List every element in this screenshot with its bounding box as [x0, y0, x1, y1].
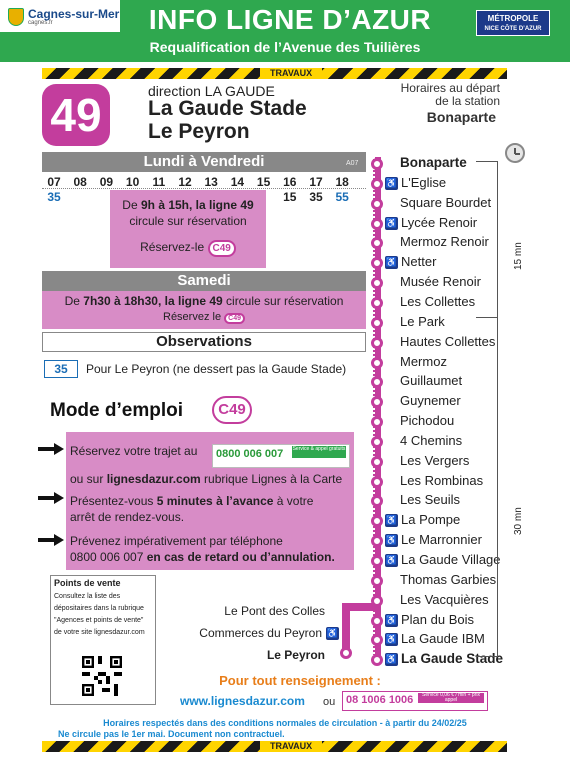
hour-label: 07: [47, 175, 61, 189]
stop-dot: [371, 218, 383, 230]
wheelchair-accessible-icon: ♿: [385, 515, 398, 526]
stop-dot: [371, 615, 383, 627]
stop-name: Pichodou: [400, 413, 455, 429]
city-name: Cagnes-sur-Mer: [28, 7, 120, 21]
stop-name: Le Park: [400, 313, 445, 329]
stop-name: Thomas Garbies: [400, 571, 497, 587]
weekday-c49-pill: C49: [208, 240, 236, 257]
metropole-logo: [476, 10, 550, 36]
stop-name: Les Seuils: [400, 492, 460, 508]
hour-label: 08: [73, 175, 87, 189]
stop-dot: [371, 555, 383, 567]
stop-dot: [371, 178, 383, 190]
points-de-vente-title: Points de vente: [54, 578, 121, 588]
stop-dot: [371, 495, 383, 507]
observations-band: Observations: [42, 332, 366, 352]
info-title: Pour tout renseignement :: [219, 673, 381, 688]
city-crest-icon: [8, 8, 24, 26]
footer-or: ou: [323, 696, 336, 708]
clock-icon: [505, 143, 525, 163]
city-url: cagnes.fr: [28, 20, 53, 26]
departure-label: [380, 82, 500, 108]
stop-dot: [371, 456, 383, 468]
hour-label: 12: [178, 175, 192, 189]
wheelchair-accessible-icon: ♿: [385, 654, 398, 665]
stop-name: Guillaumet: [400, 373, 463, 389]
stop-dot: [371, 237, 383, 249]
hour-label: 15: [256, 175, 271, 189]
bracket-tick: [476, 317, 498, 318]
page-title: INFO LIGNE D’AZUR: [148, 4, 432, 35]
departure-station: Bonaparte: [426, 109, 496, 125]
branch-stop-name: Commerces du Peyron: [199, 626, 322, 640]
mode-step-3: Prévenez impérativement par téléphone: [70, 534, 283, 548]
stop-dot: [371, 595, 383, 607]
stop-name: Netter: [401, 254, 437, 270]
stop-name: La Gaude Village: [401, 552, 501, 567]
arrow-right-icon: [38, 443, 64, 455]
arrow-right-icon: [38, 534, 64, 546]
stop-dot: [371, 575, 383, 587]
hour-label: 17: [309, 175, 323, 189]
stop-dot: [371, 436, 383, 448]
works-label-top: TRAVAUX: [260, 68, 322, 79]
stop-dot: [371, 634, 383, 646]
saturday-band: Samedi: [42, 271, 366, 291]
metropole-line-1: MÉTROPOLE: [487, 14, 539, 23]
stop-dot: [371, 376, 383, 388]
branch-terminus-dot: [340, 647, 352, 659]
wheelchair-accessible-icon: ♿: [385, 634, 398, 645]
pdv-line: "Agences et points de vente": [54, 617, 144, 624]
stop-name: Les Rombinas: [400, 472, 484, 488]
stop-name: Bonaparte: [400, 155, 467, 170]
mode-title: Mode d’emploi: [50, 400, 183, 421]
direction-label: direction LA GAUDE: [148, 83, 275, 99]
wheelchair-accessible-icon: ♿: [326, 628, 339, 638]
stop-name: Les Collettes: [400, 293, 476, 309]
weekday-band: Lundi à Vendredi: [42, 152, 366, 172]
stop-name: La Pompe: [401, 512, 461, 528]
stop-dot: [371, 297, 383, 309]
hour-label: 13: [204, 175, 218, 189]
hour-label: 11: [152, 175, 166, 189]
stop-name: La Gaude IBM: [401, 631, 485, 647]
weekday-reservation-line-3: Réservez-le C49: [110, 240, 266, 257]
stop-dot: [371, 515, 383, 527]
stop-name: Mermoz Renoir: [400, 234, 489, 250]
footer-note-1: Horaires respectés dans des conditions normales de circulation - à partir du 24/02/25: [103, 718, 467, 728]
stop-dot: [371, 396, 383, 408]
departure-minute: 55: [335, 190, 349, 204]
mode-step-3b: 0800 006 007 en cas de retard ou d’annulation.: [70, 550, 335, 564]
stop-dot: [371, 317, 383, 329]
stop-name: Musée Renoir: [400, 274, 481, 290]
reservation-phone-tag: Service & appel gratuits: [292, 446, 346, 458]
destination-1: La Gaude Stade: [148, 97, 307, 120]
destination-2: Le Peyron: [148, 120, 250, 143]
wheelchair-accessible-icon: ♿: [385, 535, 398, 546]
pdv-line: de votre site lignesdazur.com: [54, 629, 145, 636]
hour-label: 18: [335, 175, 349, 189]
stop-name: Lycée Renoir: [401, 214, 478, 230]
hour-label: 16: [283, 175, 297, 189]
saturday-c49-pill: C49: [224, 313, 245, 324]
saturday-line-1: De 7h30 à 18h30, la ligne 49 circule sur réservation: [64, 294, 344, 308]
bracket-tick: [476, 161, 498, 162]
stop-dot: [371, 158, 383, 170]
timetable-divider: [42, 188, 366, 189]
mode-c49-pill: C49: [212, 396, 252, 424]
stop-name: La Gaude Stade: [401, 651, 504, 667]
arrow-right-icon: [38, 492, 64, 504]
observation-text: Pour Le Peyron (ne dessert pas la Gaude Stade): [86, 362, 347, 376]
mode-step-2: Présentez-vous 5 minutes à l’avance à votre: [70, 494, 314, 508]
wheelchair-accessible-icon: ♿: [385, 217, 398, 228]
footer-note-2: Ne circule pas le 1er mai. Document non contractuel.: [58, 729, 285, 739]
stop-dot: [371, 337, 383, 349]
travel-time-15: 15 mn: [513, 242, 524, 270]
works-label-bottom: TRAVAUX: [260, 741, 322, 752]
weekday-reservation-line-2: circule sur réservation: [129, 214, 247, 228]
stop-dot: [371, 198, 383, 210]
pdv-line: dépositaires dans la rubrique: [54, 605, 144, 612]
qr-code-icon[interactable]: [82, 656, 122, 696]
stop-name: 4 Chemins: [400, 432, 463, 448]
wheelchair-accessible-icon: ♿: [385, 257, 398, 268]
mode-step-1b: ou sur lignesdazur.com rubrique Lignes à la Carte: [70, 472, 343, 486]
bracket-tick: [476, 656, 498, 657]
stop-name: L'Eglise: [401, 174, 447, 190]
wheelchair-accessible-icon: ♿: [385, 555, 398, 565]
stop-dot: [371, 257, 383, 269]
stop-name: Guynemer: [400, 393, 461, 409]
observation-code: 35: [44, 360, 78, 378]
departure-label-1: Horaires au départ: [400, 81, 500, 95]
line-number-badge: 49: [42, 84, 110, 146]
wheelchair-accessible-icon: ♿: [385, 177, 398, 188]
mode-step-1: Réservez votre trajet au: [70, 444, 198, 458]
travel-time-bracket: [478, 161, 498, 656]
branch-stop-name: Le Pont des Colles: [224, 604, 325, 618]
stop-name: Hautes Collettes: [400, 333, 496, 349]
stop-name: Le Marronnier: [401, 532, 482, 548]
reservation-phone[interactable]: 0800 006 007: [216, 448, 284, 460]
page-subtitle: Requalification de l’Avenue des Tuilières: [149, 39, 421, 55]
weekday-code: A07: [346, 160, 359, 167]
stop-dot: [371, 476, 383, 488]
branch-stop-name: Le Peyron: [266, 648, 325, 662]
stop-name: Square Bourdet: [400, 194, 492, 210]
hour-label: 09: [99, 175, 114, 189]
departure-label-2: de la station: [435, 94, 500, 108]
footer-website-link[interactable]: www.lignesdazur.com: [180, 694, 305, 708]
departure-minute: 35: [309, 190, 323, 204]
stop-name: Les Vergers: [400, 452, 470, 468]
saturday-line-2: Réservez le C49: [42, 311, 366, 324]
stop-name: Mermoz: [400, 353, 447, 369]
metropole-line-2: NICE CÔTE D’AZUR: [484, 26, 542, 32]
hour-label: 14: [230, 175, 245, 189]
stop-dot: [371, 535, 383, 547]
departure-minute: 15: [283, 190, 297, 204]
pdv-line: Consultez la liste des: [54, 593, 121, 600]
mode-step-2b: arrêt de rendez-vous.: [70, 510, 185, 524]
hour-label: 10: [125, 175, 140, 189]
stop-dot: [371, 357, 383, 369]
footer-phone[interactable]: 08 1006 1006: [346, 694, 414, 706]
stop-name: Les Vacquières: [400, 591, 489, 607]
website-link[interactable]: lignesdazur.com: [106, 472, 201, 486]
travel-time-30: 30 mn: [513, 507, 524, 535]
departure-minute: 35: [47, 190, 61, 204]
wheelchair-accessible-icon: ♿: [385, 614, 398, 625]
stop-dot: [371, 416, 383, 428]
weekday-reservation-line-1: De 9h à 15h, la ligne 49: [122, 198, 254, 212]
stop-dot: [371, 654, 383, 666]
stop-dot: [371, 277, 383, 289]
stop-name: Plan du Bois: [401, 611, 474, 627]
footer-phone-tag: Service 0,06 € / min + prix appel: [418, 693, 484, 703]
